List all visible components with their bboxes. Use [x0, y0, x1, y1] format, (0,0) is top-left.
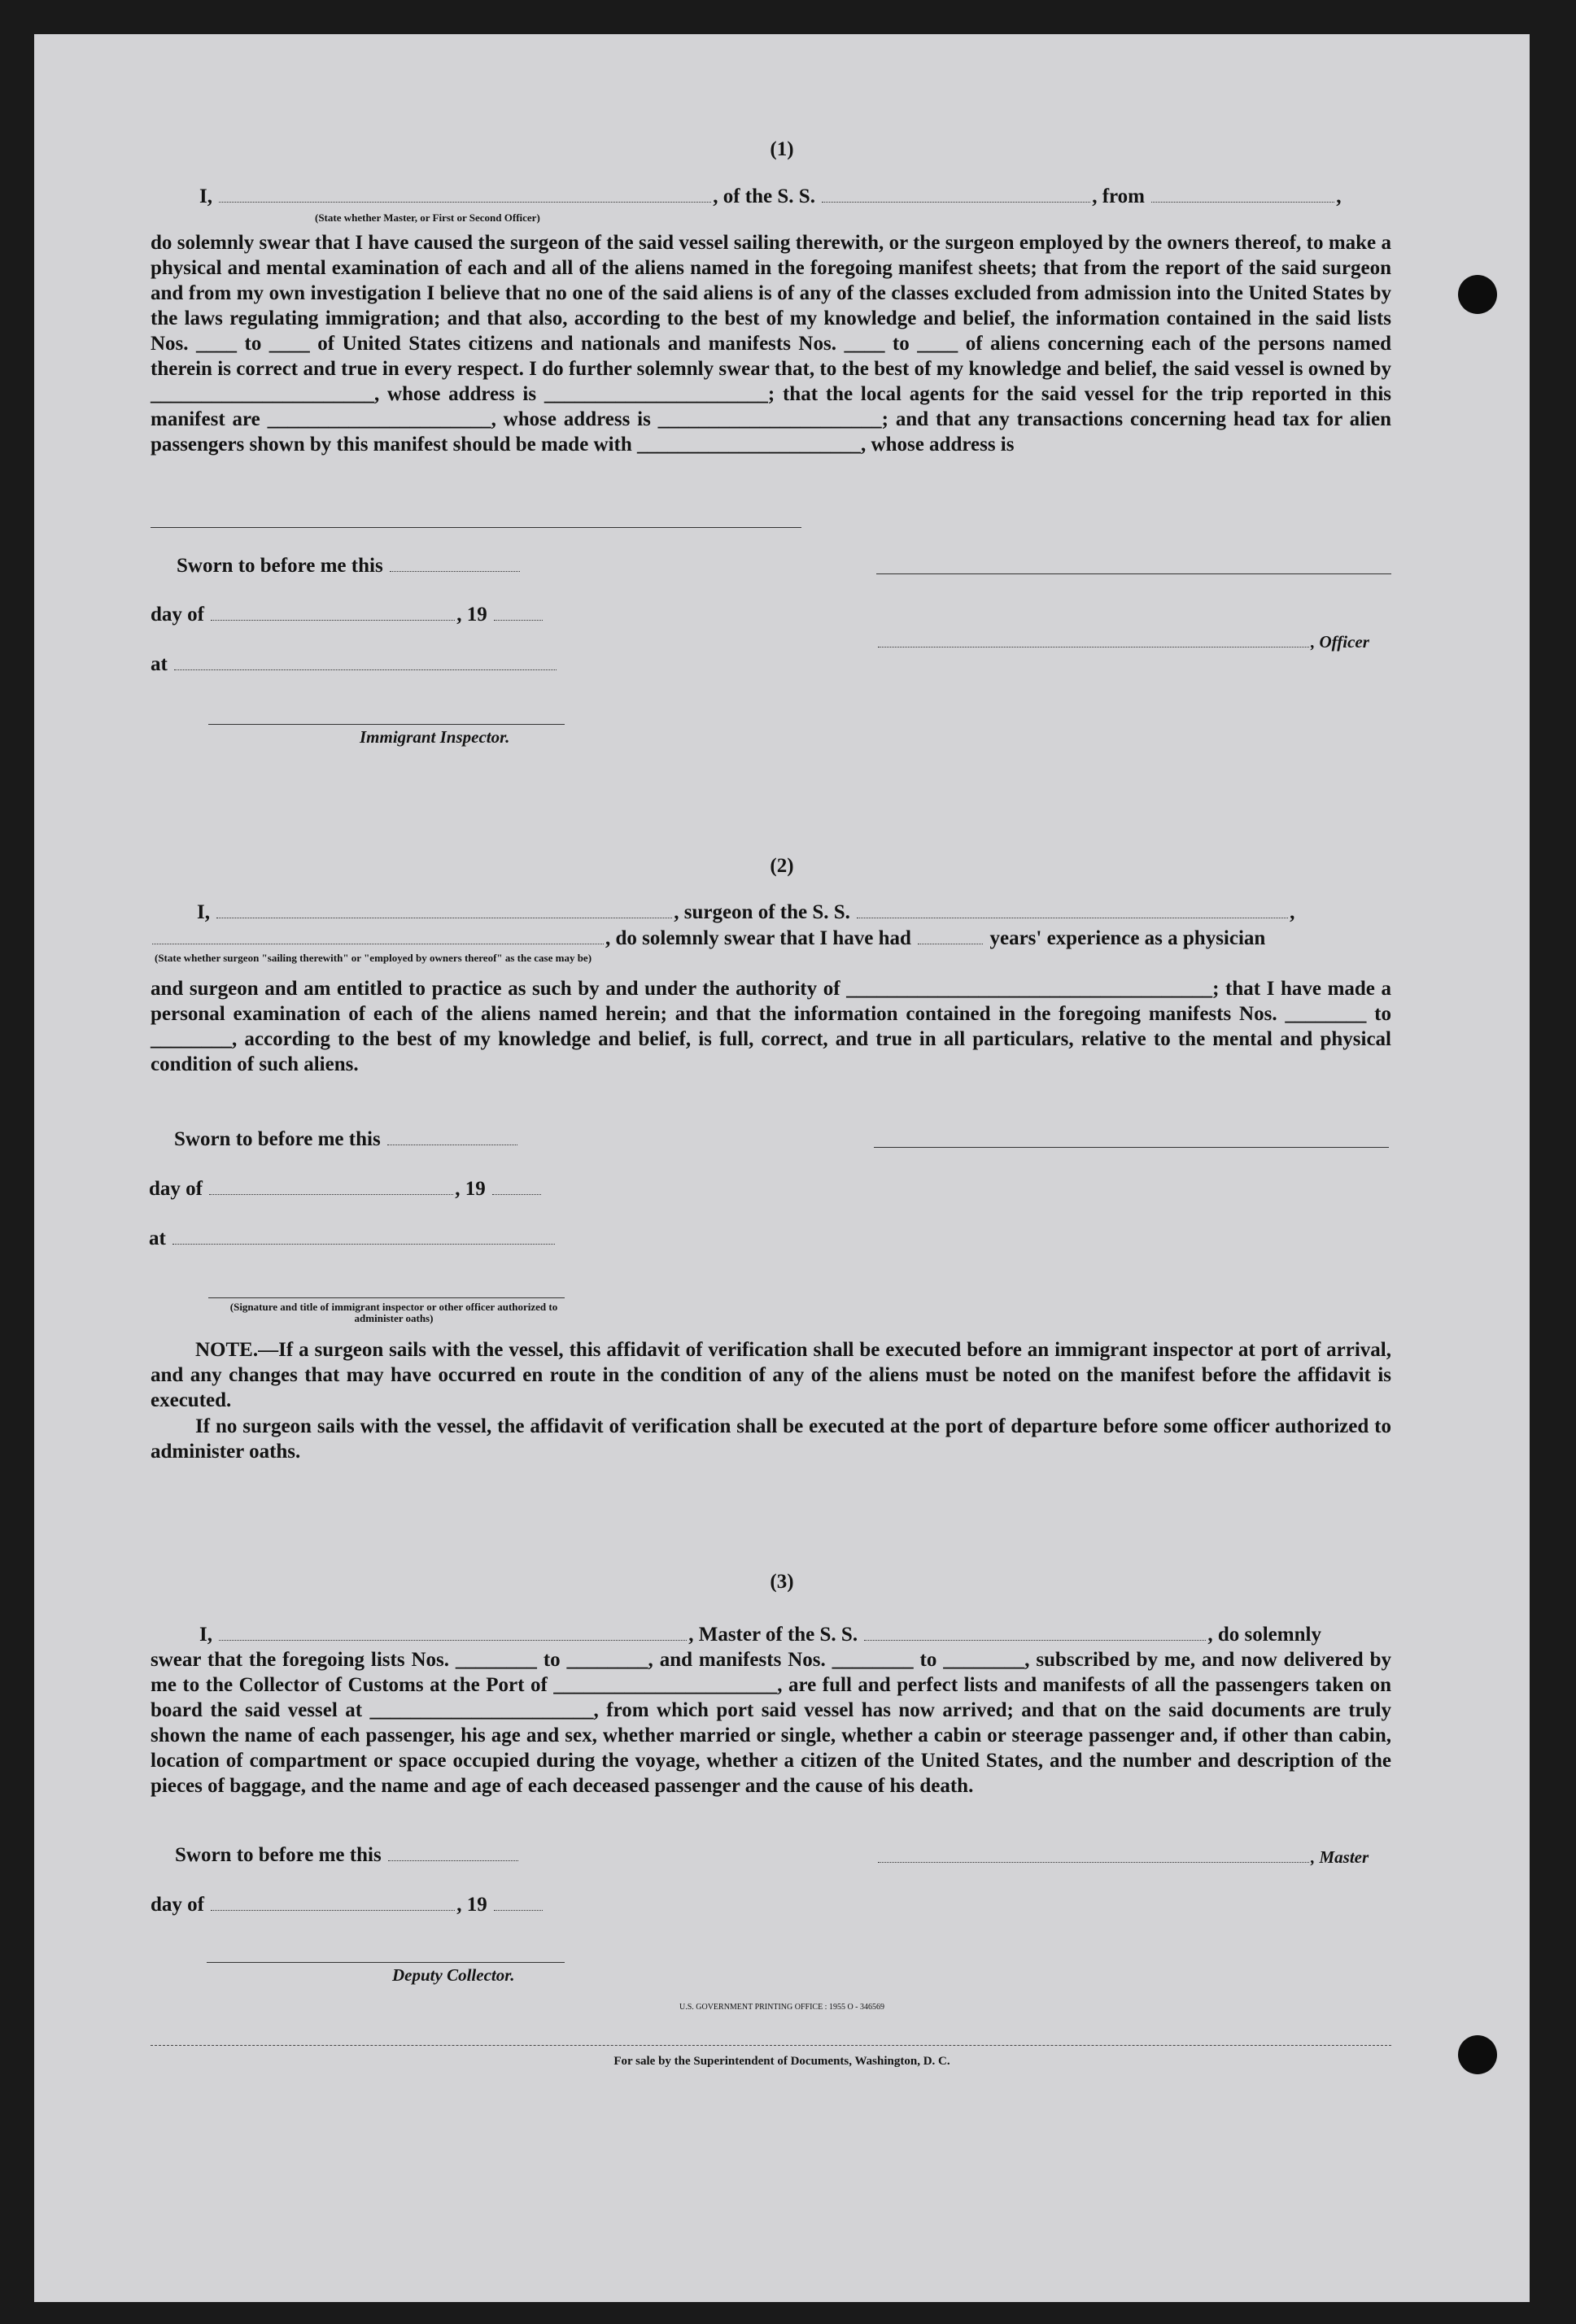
s3-body-text: swear that the foregoing lists Nos. ________ to ________, and manifests Nos. ________ to ________, subscribed by me, and now delivered by me to the Collector of Customs at the Port of ______________________, are full and perfect lists and manifests of all the passengers taken on board the said vessel at ______________________, from which port said vessel has now arrived; and that on the said documents are truly shown the name of each passenger, his age and sex, whether married or single, whether a cabin or steerage passenger and, if other than cabin, location of compartment or space occupied during the voyage, whether a citizen of the United States, and the number and description of the pieces of baggage, and the name and age of each deceased passenger and the cause of his death. [151, 1649, 1391, 1797]
s1-address-rule [151, 527, 801, 528]
s1-month-field[interactable] [211, 619, 455, 621]
sale-notice: For sale by the Superintendent of Documents, Washington, D. C. [613, 2055, 950, 2068]
s2-sworn-day-field[interactable] [387, 1144, 517, 1145]
s1-at-label: at [151, 653, 168, 675]
s2-year-field[interactable] [492, 1193, 541, 1195]
s2-day-line [149, 1178, 543, 1201]
s3-master-signature-field[interactable] [878, 1861, 1309, 1863]
printing-office-imprint: U.S. GOVERNMENT PRINTING OFFICE : 1955 O - 346569 [679, 2003, 885, 2012]
s1-sworn-day-field[interactable] [390, 570, 520, 572]
s2-vessel-name-field[interactable] [857, 917, 1288, 918]
s2-body-text: and surgeon and am entitled to practice as such by and under the authority of ____________________________________; that I have made a personal examination of each of the aliens named herein; and that the information contained in the foregoing manifests Nos. ________ to ________, according to the best of my knowledge and belief, is full, correct, and true in all particulars, relative to the mental and physical condition of such aliens. [151, 978, 1391, 1075]
s2-swear-label: , do solemnly swear that I have had [605, 927, 911, 949]
s1-at-field[interactable] [174, 669, 557, 670]
s3-year-field[interactable] [494, 1909, 543, 1911]
s1-day-line [151, 604, 544, 626]
s1-body-text: do solemnly swear that I have caused the surgeon of the said vessel sailing therewith, or the surgeon employed by the owners thereof, to make a physical and mental examination of each and all of the aliens named in the foregoing manifest sheets; that from the report of the said surgeon and from my own investigation I believe that no one of the said aliens is of any of the classes excluded from admission into the United States by the laws regulating immigration; and that also, according to the best of my knowledge and belief, the information contained in the said lists Nos. ____ to ____ of United States citizens and nationals and manifests Nos. ____ to ____ of aliens concerning each of the persons named therein is correct and true in every respect. I do further solemnly swear that, to the best of my knowledge and belief, the said vessel is owned by ______________________, whose address is ______________________; that the local agents for the said vessel for the trip reported in this manifest are ______________________, whose address is ______________________; and that any transactions concerning head tax for alien passengers shown by this manifest should be made with ______________________, whose address is [151, 232, 1391, 456]
s2-comma: , [1290, 901, 1295, 923]
s2-at-line [149, 1227, 557, 1250]
s2-year-label: , 19 [455, 1178, 486, 1200]
s3-collector-label: Deputy Collector. [392, 1965, 515, 1985]
s1-officer-hint: (State whether Master, or First or Second Officer) [315, 211, 540, 224]
s1-i-label: I, [199, 185, 212, 207]
s2-note2-text: If no surgeon sails with the vessel, the affidavit of verification shall be executed at the port of departure before some officer authorized to administer oaths. [151, 1415, 1391, 1463]
s1-inspector-label: Immigrant Inspector. [360, 727, 510, 747]
s3-sworn-label: Sworn to before me this [175, 1844, 382, 1866]
s3-sworn-line [175, 1844, 520, 1867]
s3-year-label: , 19 [456, 1894, 487, 1916]
section-2-heading: (2) [770, 855, 794, 877]
s1-sworn-line [177, 555, 522, 578]
s3-solemnly-label: , do solemnly [1207, 1624, 1321, 1646]
s1-sworn-label: Sworn to before me this [177, 555, 383, 577]
manifest-affidavit-page [34, 34, 1530, 2302]
section-1-heading: (1) [770, 138, 794, 160]
s2-day-label: day of [149, 1178, 203, 1200]
s3-sworn-day-field[interactable] [388, 1860, 518, 1861]
s2-second-line [151, 927, 1265, 950]
s3-master-of-label: , Master of the S. S. [688, 1624, 858, 1646]
section-3-heading: (3) [770, 1571, 794, 1593]
s2-years-field[interactable] [918, 943, 983, 944]
s1-officer-line [876, 630, 1369, 653]
s3-i-label: I, [199, 1624, 212, 1646]
s2-years-label: years' experience as a physician [989, 927, 1266, 949]
s1-of-ss-label: , of the S. S. [713, 185, 815, 207]
s3-day-line [151, 1894, 544, 1916]
s1-year-field[interactable] [494, 619, 543, 621]
s1-from-port-field[interactable] [1151, 201, 1334, 203]
s2-surgeon-type-field[interactable] [152, 943, 604, 944]
s2-signature-rule [874, 1147, 1389, 1148]
s3-master-line [876, 1846, 1369, 1868]
s2-inspector-rule [208, 1297, 565, 1298]
s2-surgeon-of-label: , surgeon of the S. S. [674, 901, 850, 923]
s1-first-line [199, 185, 1342, 208]
s1-year-label: , 19 [456, 604, 487, 626]
s2-note-text: NOTE.—If a surgeon sails with the vessel, this affidavit of verification shall be executed before an immigrant inspector at port of arrival, and any changes that may have occurred en route in the condition of any of the aliens must be noted on the manifest before the affidavit is executed. [151, 1339, 1391, 1411]
s1-day-label: day of [151, 604, 204, 626]
s2-at-field[interactable] [172, 1243, 555, 1245]
s1-officer-signature-field[interactable] [878, 646, 1309, 647]
s3-master-name-field[interactable] [219, 1639, 687, 1641]
s3-first-line [199, 1624, 1321, 1646]
punch-hole-top [1458, 275, 1497, 314]
s3-day-label: day of [151, 1894, 204, 1916]
s2-surgeon-hint: (State whether surgeon "sailing therewith" or "employed by owners thereof" as the case may be) [155, 952, 592, 964]
s1-at-line [151, 653, 558, 676]
s3-collector-rule [207, 1962, 565, 1963]
s1-vessel-name-field[interactable] [822, 201, 1090, 203]
s1-signature-rule [876, 573, 1391, 574]
s3-vessel-name-field[interactable] [864, 1639, 1206, 1641]
s1-from-label: , from [1092, 185, 1145, 207]
s2-i-label: I, [197, 901, 210, 923]
s2-at-label: at [149, 1227, 166, 1249]
s2-month-field[interactable] [209, 1193, 453, 1195]
s1-inspector-rule [208, 724, 565, 725]
s2-first-line [197, 901, 1294, 924]
s2-surgeon-name-field[interactable] [216, 917, 672, 918]
s2-sworn-line [174, 1128, 519, 1151]
s1-comma: , [1336, 185, 1342, 207]
s1-officer-name-field[interactable] [219, 201, 711, 203]
s2-sworn-label: Sworn to before me this [174, 1128, 381, 1150]
footer-rule [151, 2045, 1391, 2046]
s3-month-field[interactable] [211, 1909, 455, 1911]
s3-master-label: , Master [1311, 1847, 1369, 1867]
s2-signature-caption: (Signature and title of immigrant inspector or other officer authorized to administer oaths) [229, 1301, 558, 1324]
s1-officer-label: , Officer [1311, 632, 1369, 652]
